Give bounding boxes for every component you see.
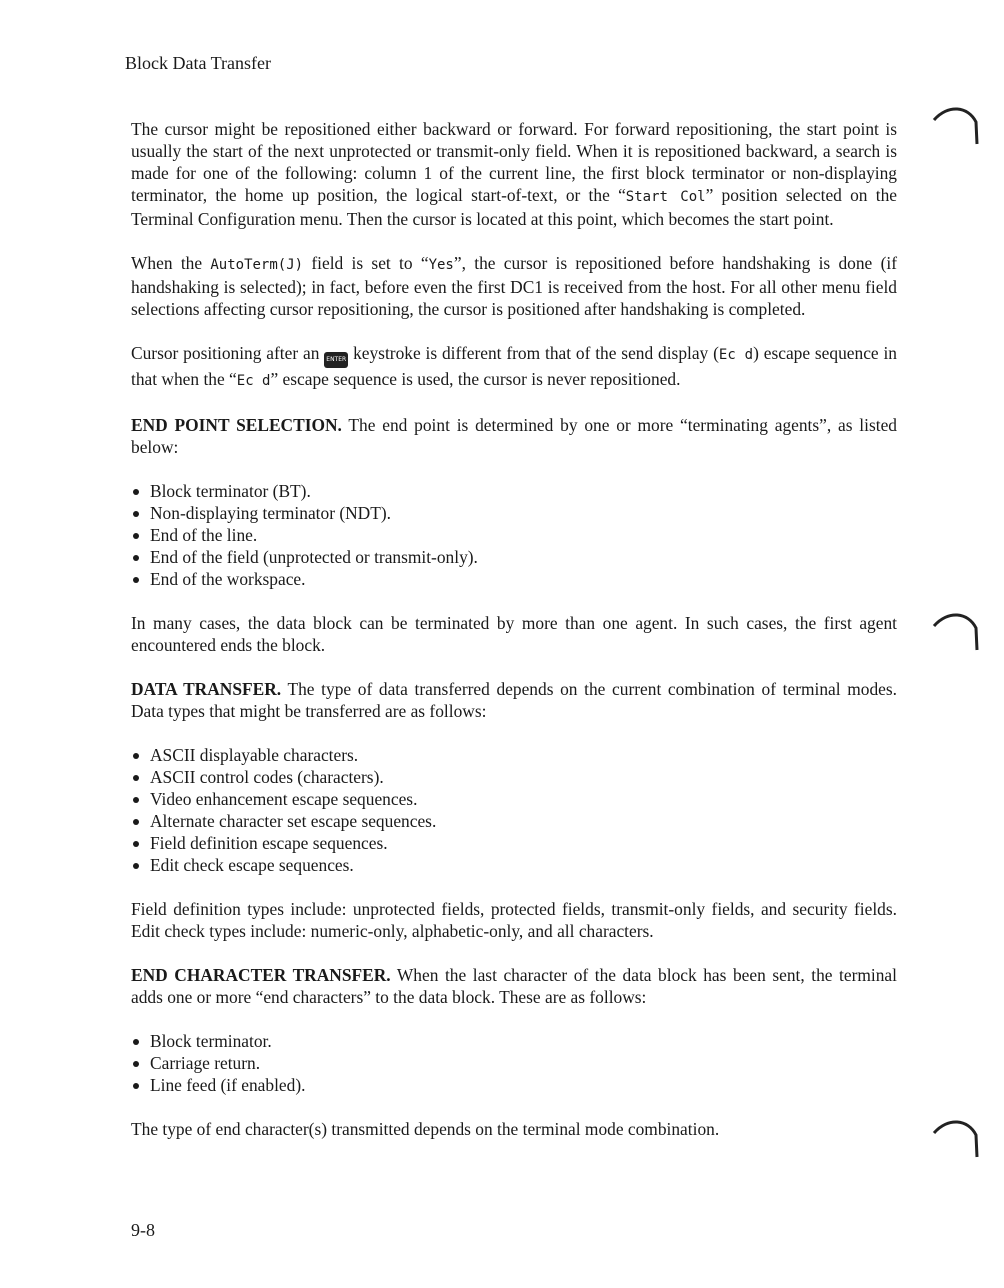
running-header: Block Data Transfer [125,53,271,73]
paragraph-end-character-type: The type of end character(s) transmitted depends on the terminal mode combination. [131,1119,720,1139]
code-start-col: Start Col [625,189,706,205]
section-heading-data-transfer: DATA TRANSFER. [131,679,282,699]
code-autoterm: AutoTerm(J) [210,257,304,273]
list-item: Carriage return. [131,1052,897,1074]
code-ec-d: Ec d [718,347,754,363]
section-heading-end-character: END CHARACTER TRANSFER. [131,965,391,985]
paragraph-autoterm: When the AutoTerm(J) field is set to “Yes”, the cursor is repositioned before handshaking is done (if handshaking is selected); in fact, before even the first DC1 is received from the host. For all other menu field selections affecting cursor repositioning, the cursor is positioned after handshaking is completed. [131,253,897,319]
list-item: End of the line. [131,524,897,546]
list-item: Block terminator. [131,1030,897,1052]
paragraph-end-character-transfer: END CHARACTER TRANSFER. When the last character of the data block has been sent, the terminal adds one or more “end characters” to the data block. These are as follows: [131,965,897,1007]
list-item: Block terminator (BT). [131,480,897,502]
change-bar-mark-icon [930,100,980,150]
section-heading-end-point: END POINT SELECTION. [131,415,342,435]
list-item: Alternate character set escape sequences. [131,810,897,832]
paragraph-data-transfer: DATA TRANSFER. The type of data transferred depends on the current combination of terminal modes. Data types that might be transferred are as follows: [131,679,897,721]
list-item: Field definition escape sequences. [131,832,897,854]
list-item: Line feed (if enabled). [131,1074,897,1096]
change-bar-mark-icon [930,1113,980,1163]
code-ec-d-2: Ec d [236,373,271,389]
body-text [131,118,897,1162]
list-end-characters [131,1030,897,1096]
list-item: ASCII displayable characters. [131,744,897,766]
page-number: 9-8 [131,1220,155,1240]
list-item: ASCII control codes (characters). [131,766,897,788]
list-terminating-agents [131,480,897,590]
change-bar-mark-icon [930,606,980,656]
list-item: Video enhancement escape sequences. [131,788,897,810]
code-yes: Yes [428,257,454,273]
paragraph-field-definition: Field definition types include: unprotected fields, protected fields, transmit-only fields, and security fields. Edit check types include: numeric-only, alphabetic-only, and all characters. [131,899,897,941]
list-item: End of the workspace. [131,568,897,590]
paragraph-cursor-positioning: Cursor positioning after an ENTER keystroke is different from that of the send display (Ec d) escape sequence in that when the “Ec d” escape sequence is used, the cursor is never repositioned. [131,343,898,389]
paragraph-many-cases: In many cases, the data block can be terminated by more than one agent. In such cases, the first agent encountered ends the block. [131,613,897,655]
paragraph-cursor-repositioning: The cursor might be repositioned either backward or forward. For forward repositioning, the start point is usually the start of the next unprotected or transmit-only field. When it is repositioned backward, a search is made for one of the following: column 1 of the current line, the first block terminator or non-displaying terminator, the home up position, the logical start-of-text, or the “Start Col” position selected on the Terminal Configuration menu. Then the cursor is located at this point, which becomes the start point. [131,119,898,229]
list-item: End of the field (unprotected or transmit-only). [131,546,897,568]
list-item: Non-displaying terminator (NDT). [131,502,897,524]
list-data-types [131,744,897,876]
list-item: Edit check escape sequences. [131,854,897,876]
enter-key-icon: ENTER [324,352,348,368]
paragraph-end-point-selection: END POINT SELECTION. The end point is determined by one or more “terminating agents”, as listed below: [131,415,897,457]
